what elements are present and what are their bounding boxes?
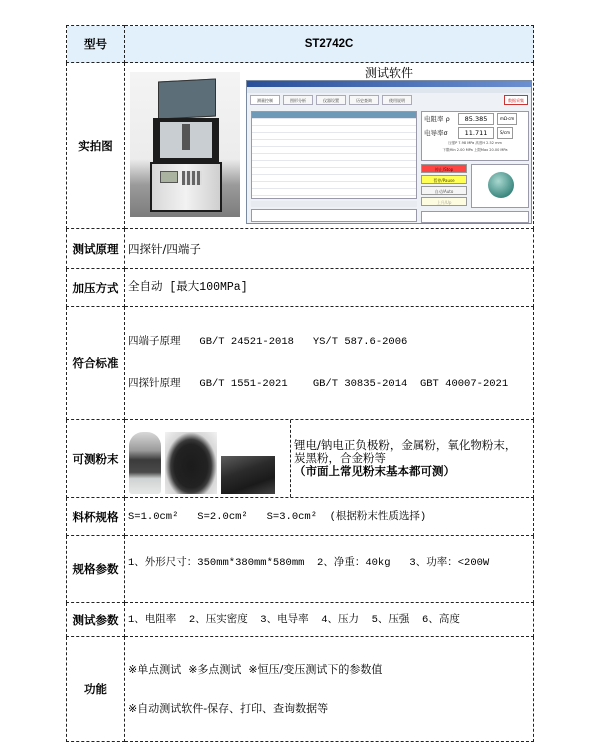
pressure-label: 加压方式 [67,269,125,307]
cup-value: S=1.0cm² S=2.0cm² S=3.0cm² (根据粉末性质选择) [125,498,534,536]
machine-keypad [182,171,202,185]
powders-line-1: 锂电/钠电正负极粉，金属粉，氧化物粉末， [294,438,517,452]
machine-lid [158,78,216,119]
sw-conductivity-label: 电导率σ [424,128,448,137]
sw-pause-button: 暂停/Pause [421,175,467,184]
sw-dial-panel [471,164,529,208]
sw-resistivity-value: 85.385 [458,113,494,125]
sw-tabs [247,93,531,107]
row-principle [67,229,534,269]
sw-auto-button: 自动/Auto [421,186,467,195]
row-cup [67,498,534,536]
model-value: ST2742C [125,26,534,63]
machine-photo [130,72,240,217]
row-params [67,603,534,637]
powders-cell [125,420,534,498]
powder-images [125,424,275,494]
sw-readout-panel [421,111,529,161]
sw-tab-graph: 图形分析 [283,95,313,105]
standards-value [125,307,534,420]
sw-resistivity [422,112,528,126]
model-label: 型号 [67,26,125,63]
row-functions [67,637,534,742]
standards-line-1: 四端子原理 GB/T 24521-2018 YS/T 587.6-2006 [128,336,408,348]
sw-data-grid [251,111,417,199]
machine-body [150,162,222,212]
params-label: 测试参数 [67,603,125,637]
machine-screen [160,171,178,183]
sw-resistivity-label: 电阻率 ρ [424,114,450,123]
functions-line-2: ※自动测试软件-保存、打印、查询数据等 [128,702,329,715]
functions-label: 功能 [67,637,125,742]
powder-images-cell [125,420,291,497]
sw-stop-button: 停止/Stop [421,164,467,173]
powder-split [125,420,533,497]
pressure-value: 全自动 [最大100MPa] [125,269,534,307]
photo-wrap [125,64,533,228]
machine-piston [182,124,190,150]
row-pressure [67,269,534,307]
powders-line-2: 炭黑粉，合金粉等 [294,451,386,465]
software-title: 测试软件 [364,65,413,80]
specs-label: 规格参数 [67,536,125,603]
sw-tab-measure: 测量控制 [250,95,280,105]
powder-pile-image [221,456,275,494]
row-standard [67,307,534,420]
powder-text [291,420,519,497]
sw-tab-help: 使用说明 [382,95,412,105]
sw-conductivity-unit: S/cm [497,127,513,139]
photo-label: 实拍图 [67,63,125,229]
standards-line-2: 四探针原理 GB/T 1551-2021 GB/T 30835-2014 GBT 40007-2021 [128,378,509,390]
row-model [67,26,534,63]
functions-line-1: ※单点测试 ※多点测试 ※恒压/变压测试下的参数值 [128,663,383,676]
sw-notes [251,209,417,222]
software-screenshot [246,80,532,224]
sw-limit-row: 下限Min 2.00 MPa 上限Max 20.00 MPa [442,147,508,152]
powder-heap-image [165,432,217,494]
sw-conductivity-value: 11.711 [458,127,494,139]
principle-label: 测试原理 [67,229,125,269]
powder-bottle-image [129,432,161,494]
spec-table [66,25,534,742]
specs-value: 1、外形尺寸：350mm*380mm*580mm 2、净重：40kg 3、功率：<200W [125,536,534,603]
row-specs [67,536,534,603]
sw-record-button: 数据采集 [504,95,528,105]
sw-grid-header [252,112,416,118]
sw-tab-settings: 仪器设置 [316,95,346,105]
sw-up-button: 上升/Up [421,197,467,206]
sw-controls [421,164,467,208]
powders-note: （市面上常见粉末基本都可测） [294,464,455,478]
sw-tab-history: 历史查询 [349,95,379,105]
sw-resistivity-unit: mΩ·cm [497,113,517,125]
principle-value: 四探针/四端子 [125,229,534,269]
powders-label: 可测粉末 [67,420,125,498]
sw-dial-icon [488,172,514,198]
sw-conductivity [422,126,528,140]
row-powder [67,420,534,498]
row-photo [67,63,534,229]
cup-label: 料杯规格 [67,498,125,536]
photo-cell [125,63,534,229]
sw-bottom-panel [421,211,529,223]
functions-value [125,637,534,742]
sw-stats-bar [251,201,417,207]
params-value: 1、电阻率 2、压实密度 3、电导率 4、压力 5、压强 6、高度 [125,603,534,637]
standards-label: 符合标准 [67,307,125,420]
sw-pressure-row: 压强P 7.98 MPa 高度H 2.52 mm [448,140,502,145]
